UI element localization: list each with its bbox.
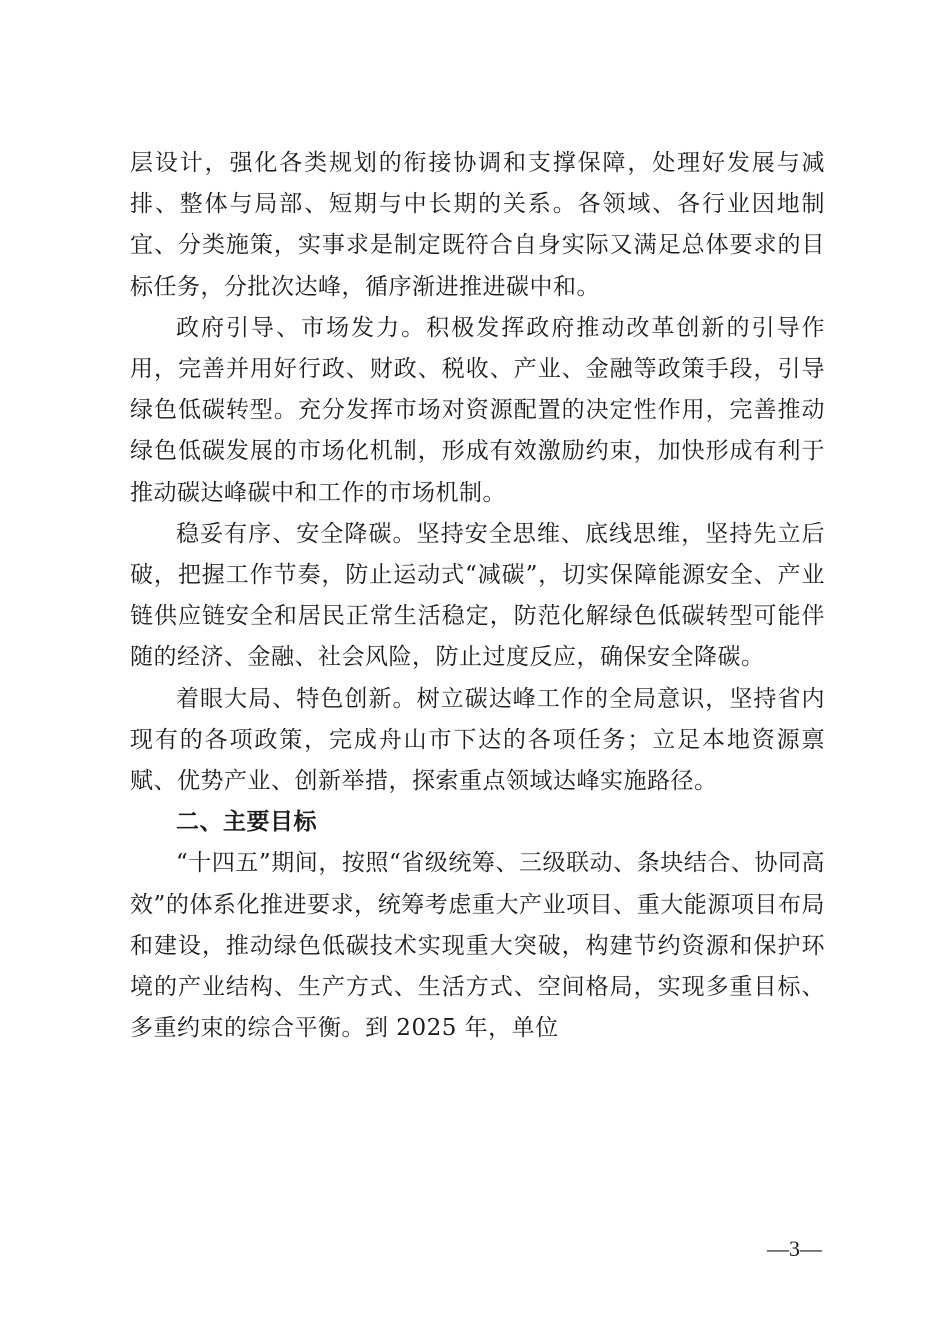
paragraph-continuation: 层设计，强化各类规划的衔接协调和支撑保障，处理好发展与减排、整体与局部、短期与中长期的关系。各领域、各行业因地制宜、分类施策，实事求是制定既符合自身实际又满足总体要求的目标任务，分批次达峰，循序渐进推进碳中和。 (130, 150, 825, 300)
paragraph-main-goals: “十四五”期间，按照“省级统筹、三级联动、条块结合、协同高效”的体系化推进要求，统筹考虑重大产业项目、重大能源项目布局和建设，推动绿色低碳技术实现重大突破，构建节约资源和保护环境的产业结构、生产方式、生活方式、空间格局，实现多重目标、多重约束的综合平衡。到 2025 年，单位 (130, 850, 825, 1042)
paragraph-safe-carbon-reduction: 稳妥有序、安全降碳。坚持安全思维、底线思维，坚持先立后破，把握工作节奏，防止运动式“减碳”，切实保障能源安全、产业链供应链安全和居民正常生活稳定，防范化解绿色低碳转型可能伴随的经济、金融、社会风险，防止过度反应，确保安全降碳。 (130, 520, 825, 671)
paragraph-government-guidance: 政府引导、市场发力。积极发挥政府推动改革创新的引导作用，完善并用好行政、财政、税收、产业、金融等政策手段，引导绿色低碳转型。充分发挥市场对资源配置的决定性作用，完善推动绿色低碳发展的市场化机制，形成有效激励约束，加快形成有利于推动碳达峰碳中和工作的市场机制。 (130, 314, 825, 506)
page-number: —3— (767, 1236, 822, 1261)
document-body (130, 143, 825, 1049)
paragraph-overall-innovation: 着眼大局、特色创新。树立碳达峰工作的全局意识，坚持省内现有的各项政策，完成舟山市下达的各项任务；立足本地资源禀赋、优势产业、创新举措，探索重点领域达峰实施路径。 (130, 685, 825, 795)
section-heading-main-goals: 二、主要目标 (176, 809, 317, 836)
